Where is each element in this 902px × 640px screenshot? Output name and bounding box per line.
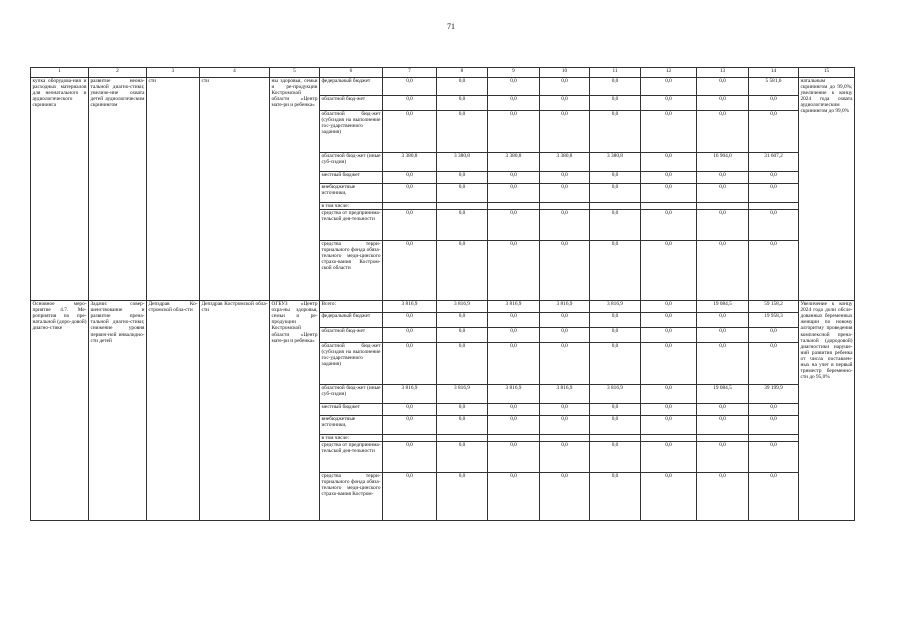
value-cell: 0,0 (383, 313, 437, 328)
column-header: 10 (540, 68, 590, 78)
value-cell: 0,0 (749, 473, 799, 521)
value-cell: 0,0 (697, 328, 749, 343)
value-cell: 0,0 (641, 153, 697, 172)
value-cell: 0,0 (383, 473, 437, 521)
block2-c1-cell: Основное меро-приятие 4.7. Ме-роприятия по пре-натальной (доро-довой) диагно-стике (31, 301, 89, 521)
column-header: 5 (270, 68, 320, 78)
value-cell: 0,0 (641, 172, 697, 184)
value-cell: 0,0 (590, 343, 641, 385)
value-cell: 0,0 (641, 442, 697, 473)
value-cell: 0,0 (437, 442, 488, 473)
value-cell: 0,0 (437, 96, 488, 111)
value-cell: 0,0 (641, 343, 697, 385)
value-cell: 0,0 (437, 172, 488, 184)
value-cell: 0,0 (540, 241, 590, 301)
value-cell: 0,0 (437, 343, 488, 385)
block1-result-cell: натальным скринингом до 99,0%; увеличение к концу 2024 года охвата аудиологическим скринингом до 99,0% (799, 78, 855, 301)
value-cell: 3 816,9 (488, 385, 540, 404)
value-cell (383, 435, 437, 442)
value-cell: 0,0 (540, 210, 590, 241)
value-cell: 0,0 (697, 442, 749, 473)
value-cell (488, 203, 540, 210)
value-cell: 0,0 (540, 442, 590, 473)
value-cell: 0,0 (437, 313, 488, 328)
value-cell: 39 199,9 (749, 385, 799, 404)
value-cell (540, 203, 590, 210)
source-label: областной бюд-жет (320, 328, 383, 343)
table-row (31, 301, 855, 313)
column-header: 7 (383, 68, 437, 78)
source-label: средства терри-ториального фонда обяза-тельного меди-цинского страхо-вания Костром- (320, 473, 383, 521)
value-cell: 0,0 (540, 328, 590, 343)
value-cell: 0,0 (590, 172, 641, 184)
column-header: 14 (749, 68, 799, 78)
value-cell: 0,0 (437, 328, 488, 343)
value-cell: 0,0 (697, 416, 749, 435)
value-cell: 0,0 (749, 343, 799, 385)
value-cell: 0,0 (697, 343, 749, 385)
table-row (31, 78, 855, 96)
column-header: 3 (147, 68, 200, 78)
value-cell: 0,0 (540, 184, 590, 203)
value-cell (383, 203, 437, 210)
column-header: 9 (488, 68, 540, 78)
page-number: 71 (447, 22, 455, 31)
value-cell: 0,0 (488, 210, 540, 241)
value-cell (697, 203, 749, 210)
value-cell: 0,0 (540, 96, 590, 111)
value-cell: 0,0 (437, 473, 488, 521)
value-cell (641, 435, 697, 442)
value-cell: 19 084,5 (697, 301, 749, 313)
column-header: 13 (697, 68, 749, 78)
value-cell: 0,0 (697, 313, 749, 328)
value-cell: 0,0 (697, 78, 749, 96)
value-cell: 0,0 (590, 210, 641, 241)
value-cell: 0,0 (697, 241, 749, 301)
source-label: в том числе: (320, 435, 383, 442)
value-cell: 0,0 (641, 78, 697, 96)
value-cell: 31 607,2 (749, 153, 799, 172)
value-cell: 0,0 (749, 404, 799, 416)
source-label: Всего: (320, 301, 383, 313)
value-cell: 0,0 (590, 111, 641, 153)
value-cell (540, 435, 590, 442)
value-cell: 0,0 (749, 328, 799, 343)
value-cell: 0,0 (383, 78, 437, 96)
value-cell: 0,0 (437, 416, 488, 435)
value-cell: 3 816,9 (540, 385, 590, 404)
value-cell: 0,0 (749, 210, 799, 241)
value-cell: 0,0 (488, 172, 540, 184)
column-header: 2 (89, 68, 147, 78)
value-cell: 0,0 (540, 343, 590, 385)
value-cell: 3 380,8 (437, 153, 488, 172)
value-cell: 19 084,5 (697, 385, 749, 404)
block1-c5-cell: ны здоровья, семьи и ре-продукции Костромской области «Центр мате-ри и ребенка» (270, 78, 320, 301)
value-cell: 0,0 (641, 301, 697, 313)
source-label: областной бюд-жет (субсидия на выполнение гос-ударственного задания) (320, 343, 383, 385)
value-cell: 0,0 (540, 404, 590, 416)
value-cell: 0,0 (641, 241, 697, 301)
column-header: 6 (320, 68, 383, 78)
value-cell: 0,0 (590, 313, 641, 328)
value-cell: 0,0 (590, 416, 641, 435)
value-cell: 3 380,8 (383, 153, 437, 172)
value-cell: 3 816,9 (383, 301, 437, 313)
value-cell: 0,0 (437, 111, 488, 153)
value-cell: 0,0 (488, 313, 540, 328)
source-label: федеральный бюджет (320, 313, 383, 328)
value-cell (749, 203, 799, 210)
value-cell: 3 816,9 (590, 301, 641, 313)
source-label: областной бюд-жет (иные суб-сидии) (320, 153, 383, 172)
value-cell: 0,0 (383, 172, 437, 184)
header-row (31, 68, 855, 78)
value-cell: 0,0 (749, 172, 799, 184)
value-cell: 0,0 (590, 184, 641, 203)
value-cell: 0,0 (697, 473, 749, 521)
value-cell: 3 380,8 (590, 153, 641, 172)
value-cell (749, 435, 799, 442)
value-cell: 0,0 (540, 78, 590, 96)
value-cell: 0,0 (383, 416, 437, 435)
value-cell: 0,0 (749, 442, 799, 473)
value-cell: 3 816,9 (488, 301, 540, 313)
value-cell: 0,0 (749, 111, 799, 153)
value-cell: 0,0 (488, 96, 540, 111)
value-cell: 0,0 (437, 184, 488, 203)
value-cell: 0,0 (641, 111, 697, 153)
value-cell: 0,0 (540, 313, 590, 328)
block2-c4-cell: Депздрав Костромской обла-сти (200, 301, 270, 521)
value-cell: 0,0 (488, 111, 540, 153)
value-cell: 3 380,8 (540, 153, 590, 172)
value-cell (437, 435, 488, 442)
source-label: внебюджетные источники, (320, 416, 383, 435)
column-header: 1 (31, 68, 89, 78)
source-label: областной бюд-жет (иные суб-сидии) (320, 385, 383, 404)
source-label: местный бюджет (320, 404, 383, 416)
value-cell: 0,0 (383, 328, 437, 343)
value-cell: 0,0 (641, 404, 697, 416)
value-cell: 0,0 (641, 328, 697, 343)
value-cell: 0,0 (697, 404, 749, 416)
value-cell (697, 435, 749, 442)
value-cell: 16 904,0 (697, 153, 749, 172)
value-cell (590, 435, 641, 442)
value-cell: 3 816,9 (540, 301, 590, 313)
value-cell: 0,0 (590, 328, 641, 343)
value-cell: 3 816,9 (383, 385, 437, 404)
budget-table (30, 67, 855, 521)
value-cell: 59 158,2 (749, 301, 799, 313)
value-cell: 0,0 (437, 241, 488, 301)
column-header: 8 (437, 68, 488, 78)
source-label: средства терри-ториального фонда обяза-тельного меди-цинского страхо-вания Костром-ской области (320, 241, 383, 301)
value-cell: 0,0 (488, 184, 540, 203)
value-cell: 0,0 (437, 404, 488, 416)
value-cell: 0,0 (488, 343, 540, 385)
value-cell: 0,0 (383, 241, 437, 301)
column-header: 4 (200, 68, 270, 78)
source-label: местный бюджет (320, 172, 383, 184)
value-cell: 3 816,9 (590, 385, 641, 404)
value-cell: 3 380,8 (488, 153, 540, 172)
value-cell: 0,0 (590, 473, 641, 521)
value-cell: 0,0 (697, 172, 749, 184)
value-cell: 0,0 (697, 210, 749, 241)
value-cell: 0,0 (697, 111, 749, 153)
value-cell: 0,0 (641, 210, 697, 241)
value-cell: 0,0 (488, 78, 540, 96)
value-cell: 0,0 (488, 328, 540, 343)
source-label: в том числе: (320, 203, 383, 210)
source-label: федеральный бюджет (320, 78, 383, 96)
value-cell: 3 816,9 (437, 301, 488, 313)
value-cell: 0,0 (641, 416, 697, 435)
value-cell: 0,0 (540, 473, 590, 521)
source-label: средства от предприннма-тельской дея-тельности (320, 210, 383, 241)
block1-c4-cell: сти (200, 78, 270, 301)
value-cell: 0,0 (590, 96, 641, 111)
value-cell: 0,0 (488, 241, 540, 301)
column-header: 11 (590, 68, 641, 78)
value-cell: 0,0 (488, 416, 540, 435)
block2-c5-cell: ОГБУЗ «Центр охра-ны здоровья, семьи и ре-продукции Костромской области «Центр мате-ри и ребенка» (270, 301, 320, 521)
value-cell: 0,0 (641, 96, 697, 111)
block1-c2-cell: развитие неона-тальной диагно-стики; увеличе-ние охвата детей аудиологическим скринингом (89, 78, 147, 301)
value-cell (590, 203, 641, 210)
value-cell (437, 203, 488, 210)
value-cell: 19 958,3 (749, 313, 799, 328)
value-cell: 0,0 (590, 241, 641, 301)
value-cell: 0,0 (697, 96, 749, 111)
value-cell: 0,0 (437, 210, 488, 241)
value-cell: 0,0 (437, 78, 488, 96)
source-label: областной бюд-жет (субсидия на выполнение гос-ударственного задания) (320, 111, 383, 153)
value-cell: 0,0 (383, 442, 437, 473)
value-cell: 5 581,6 (749, 78, 799, 96)
column-header: 12 (641, 68, 697, 78)
value-cell: 0,0 (488, 442, 540, 473)
source-label: областной бюд-жет (320, 96, 383, 111)
value-cell: 0,0 (749, 416, 799, 435)
value-cell: 0,0 (383, 210, 437, 241)
value-cell: 3 816,9 (437, 385, 488, 404)
block1-c3-cell: сти (147, 78, 200, 301)
value-cell: 0,0 (540, 111, 590, 153)
value-cell: 0,0 (488, 473, 540, 521)
value-cell: 0,0 (641, 473, 697, 521)
block2-result-cell: Увеличение к концу 2024 года доли обсле-дованных беременных женщин по новому алгоритму проведения комплексной прена-тальной (дородовой) диагностики наруше-ний развития ребенка от числа поставлен-ных на учет в первый триместр беременно-сти до 95,0% (799, 301, 855, 521)
value-cell: 0,0 (641, 184, 697, 203)
value-cell: 0,0 (383, 111, 437, 153)
source-label: внебюджетные источники, (320, 184, 383, 203)
value-cell: 0,0 (383, 96, 437, 111)
value-cell: 0,0 (540, 172, 590, 184)
value-cell: 0,0 (488, 404, 540, 416)
value-cell: 0,0 (383, 184, 437, 203)
value-cell: 0,0 (749, 184, 799, 203)
value-cell: 0,0 (590, 442, 641, 473)
value-cell: 0,0 (590, 404, 641, 416)
source-label: средства от предприннма-тельской дея-тельности (320, 442, 383, 473)
value-cell: 0,0 (641, 385, 697, 404)
block2-c3-cell: Депздрав Ко-стромской обла-сти (147, 301, 200, 521)
value-cell (641, 203, 697, 210)
value-cell (488, 435, 540, 442)
column-header: 15 (799, 68, 855, 78)
value-cell: 0,0 (749, 241, 799, 301)
block2-c2-cell: Задачи: совер-шенствование и развитие прена-тальной диагно-стики; снижение уровня первич-ной инвалидно-сти детей (89, 301, 147, 521)
value-cell: 0,0 (590, 78, 641, 96)
table-body (31, 68, 855, 521)
value-cell: 0,0 (697, 184, 749, 203)
block1-c1-cell: купка оборудова-ния и расходных материалов для неонатального и аудиологического скрининга (31, 78, 89, 301)
value-cell: 0,0 (540, 416, 590, 435)
value-cell: 0,0 (383, 343, 437, 385)
value-cell: 0,0 (749, 96, 799, 111)
value-cell: 0,0 (383, 404, 437, 416)
value-cell: 0,0 (641, 313, 697, 328)
